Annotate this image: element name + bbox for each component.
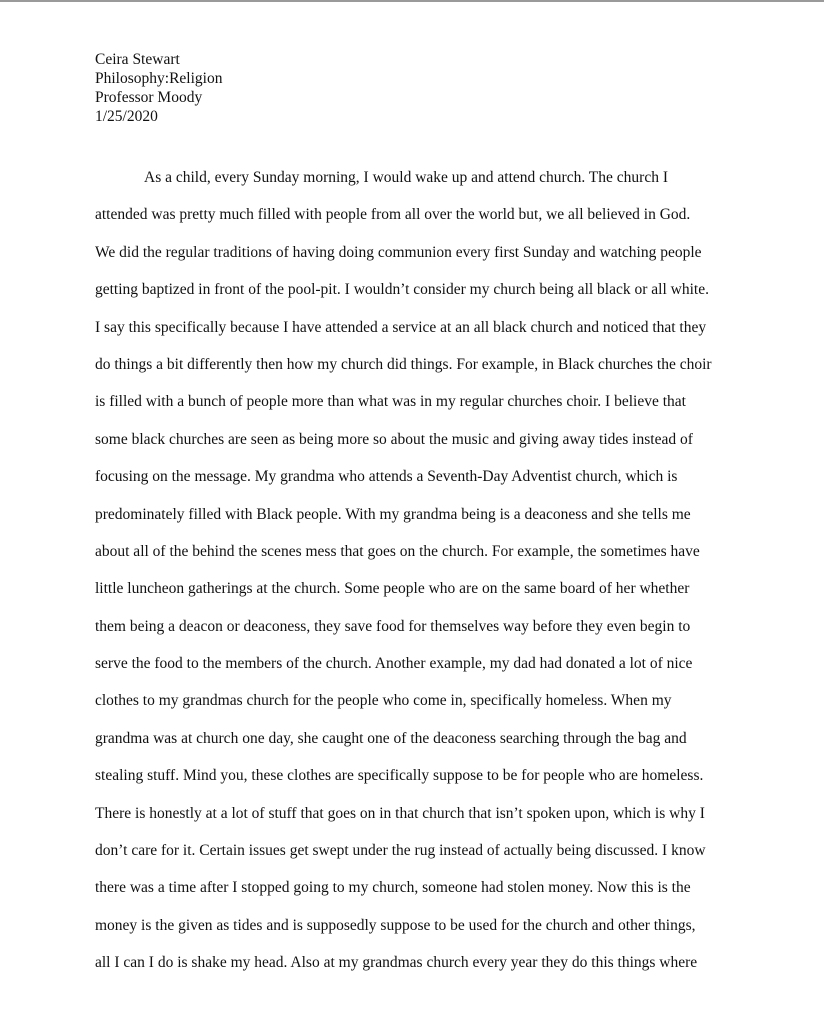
essay-line: there was a time after I stopped going to my church, someone had stolen money. Now this is the (95, 879, 691, 897)
essay-line: I say this specifically because I have attended a service at an all black church and noticed that they (95, 318, 707, 336)
top-border (0, 0, 824, 2)
document-page (95, 50, 735, 982)
essay-line: getting baptized in front of the pool-pit. I wouldn’t consider my church being all black or all white. (95, 281, 709, 299)
essay-line: is filled with a bunch of people more than what was in my regular churches choir. I believe that (95, 393, 686, 411)
essay-line: As a child, every Sunday morning, I would wake up and attend church. The church I (144, 169, 668, 186)
essay-line: grandma was at church one day, she caught one of the deaconess searching through the bag and (95, 729, 687, 747)
essay-line: do things a bit differently then how my church did things. For example, in Black churches the choir (95, 355, 712, 373)
essay-line: attended was pretty much filled with people from all over the world but, we all believed in God. (95, 206, 691, 224)
essay-line: predominately filled with Black people. With my grandma being is a deaconess and she tells me (95, 505, 691, 523)
essay-line: focusing on the message. My grandma who attends a Seventh-Day Adventist church, which is (95, 468, 678, 486)
essay-line: There is honestly at a lot of stuff that goes on in that church that isn’t spoken upon, which is why I (95, 804, 705, 822)
essay-line: all I can I do is shake my head. Also at my grandmas church every year they do this things where (95, 954, 698, 972)
header-block (95, 50, 735, 126)
essay-line: clothes to my grandmas church for the people who come in, specifically homeless. When my (95, 692, 672, 710)
essay-line: money is the given as tides and is supposedly suppose to be used for the church and other things, (95, 916, 696, 934)
essay-line: serve the food to the members of the church. Another example, my dad had donated a lot of nice (95, 655, 693, 673)
essay-line: stealing stuff. Mind you, these clothes are specifically suppose to be for people who are homeless. (95, 767, 704, 785)
essay-line: about all of the behind the scenes mess that goes on the church. For example, the sometimes have (95, 542, 700, 560)
essay-line: them being a deacon or deaconess, they save food for themselves way before they even begin to (95, 617, 691, 635)
essay-line: don’t care for it. Certain issues get swept under the rug instead of actually being discussed. I know (95, 842, 706, 860)
essay-line: We did the regular traditions of having doing communion every first Sunday and watching people (95, 243, 702, 261)
essay-line: little luncheon gatherings at the church. Some people who are on the same board of her whether (95, 580, 690, 598)
essay-line: some black churches are seen as being more so about the music and giving away tides instead of (95, 430, 693, 448)
course-name: Philosophy:Religion (95, 70, 223, 87)
essay-date: 1/25/2020 (95, 108, 158, 125)
author-name: Ceira Stewart (95, 51, 180, 68)
essay-body (95, 159, 735, 982)
professor-name: Professor Moody (95, 89, 203, 106)
